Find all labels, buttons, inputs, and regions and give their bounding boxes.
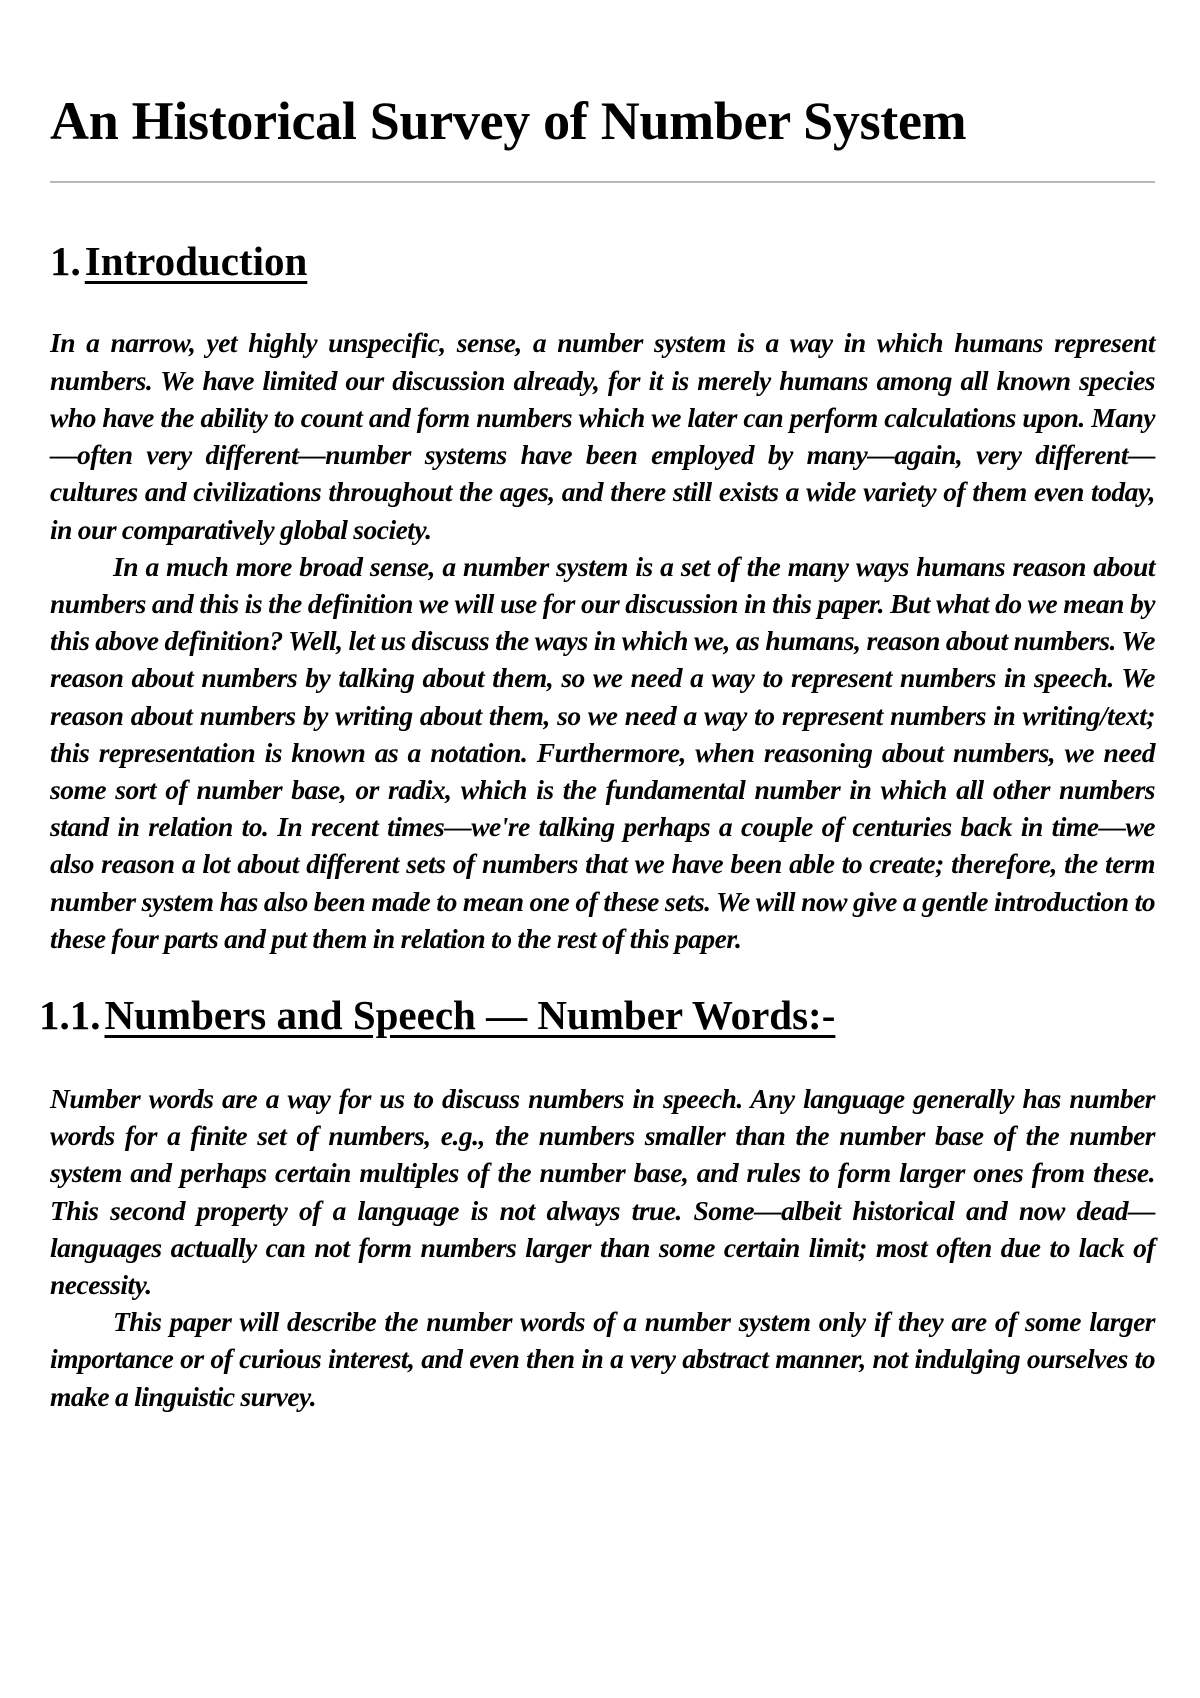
document-page: [39, 0, 1155, 1415]
section-introduction: [50, 239, 1155, 957]
title-divider: [50, 181, 1155, 183]
subsection-number: 1.1.: [39, 991, 101, 1038]
paragraph: Number words are a way for us to discuss numbers in speech. Any language generally has number words for a finite set of numbers, e.g., the numbers smaller than the number base of the number system and perhaps certain multiples of the number base, and rules to form larger ones from these. This second property of a language is not always true. Some—albeit historical and now dead—languages actually can not form numbers larger than some certain limit; most often due to lack of necessity.: [50, 1083, 1155, 1301]
section-title: Introduction: [84, 238, 308, 285]
document-title: An Historical Survey of Number System: [50, 91, 967, 151]
paragraph: In a narrow, yet highly unspecific, sense, a number system is a way in which humans represent numbers. We have limited our discussion already, for it is merely humans among all known species who have the ability to count and form numbers which we later can perform calculations upon. Many—often very different—number systems have been employed by many—again, very different—cultures and civilizations throughout the ages, and there still exists a wide variety of them even today, in our comparatively global society.: [50, 327, 1155, 545]
section-heading: [50, 239, 1155, 284]
paragraph: This paper will describe the number words of a number system only if they are of some larger importance or of curious interest, and even then in a very abstract manner, not indulging ourselves to make a linguistic survey.: [50, 1306, 1155, 1412]
subsection-heading: [39, 993, 1155, 1038]
section-numbers-and-speech: [39, 991, 1155, 1415]
section-number: 1.: [50, 238, 81, 285]
subsection-title: Numbers and Speech — Number Words:-: [104, 991, 836, 1038]
paragraph: In a much more broad sense, a number system is a set of the many ways humans reason about numbers and this is the definition we will use for our discussion in this paper. But what do we mean by this above definition? Well, let us discuss the ways in which we, as humans, reason about numbers. We reason about numbers by talking about them, so we need a way to represent numbers in speech. We reason about numbers by writing about them, so we need a way to represent numbers in writing/text; this representation is known as a notation. Furthermore, when reasoning about numbers, we need some sort of number base, or radix, which is the fundamental number in which all other numbers stand in relation to. In recent times—we're talking perhaps a couple of centuries back in time—we also reason a lot about different sets of numbers that we have been able to create; therefore, the term number system has also been made to mean one of these sets. We will now give a gentle introduction to these four parts and put them in relation to the rest of this paper.: [50, 550, 1155, 954]
